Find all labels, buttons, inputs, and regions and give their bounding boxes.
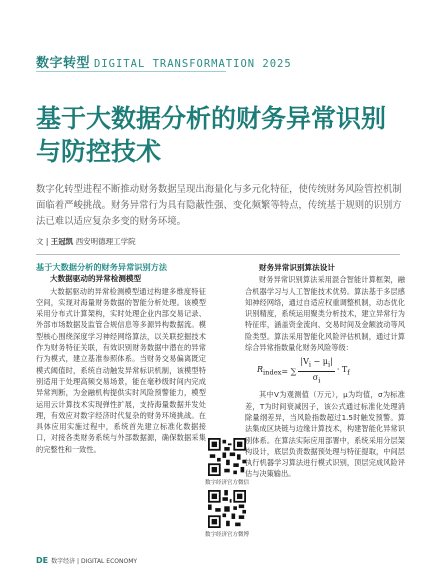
divider xyxy=(36,254,400,255)
formula-lhs-sub: index xyxy=(263,368,282,377)
formula-den-sub: i xyxy=(318,376,321,385)
article-title: 基于大数据分析的财务异常识别与防控技术 xyxy=(36,104,387,166)
right-body-1: 财务异常识别算法采用混合智能计算框架，融合机器学习与人工智能技术优势。算法基于多层感知神经网络，通过自适应权重调整机制，动态优化识别精度，系统运用聚类分析技术，建立异常行为特征库，涵盖资金流向、交易时间及金额波动等风险类型。算法采用智能化风险评估机制，通过计算综合异常指数量化财务风险等级： xyxy=(245,275,405,353)
qr-icon xyxy=(208,490,246,528)
section-label xyxy=(36,52,292,71)
formula-sum: = ∑ xyxy=(281,366,297,376)
formula-lhs: R xyxy=(257,364,264,374)
left-body: 大数据驱动的异常检测模型通过构建多维度特征空间，实现对海量财务数据的智能分析处理。该模型采用分布式计算架构，实时处理企业内部交易记录、外部市场数据及监管合规信息等多源异构数据流。模型核心围绕深度学习神经网络算法，以关联挖掘技术作为财务特征关联，有效识别财务数据中潜在的异常行为模式，建立基准参照体系。当财务交易偏离既定模式阈值时，系统自动触发异常标识机制，该模型特别适用于处理高频交易场景，能在毫秒级时间内完成异常判断，为金融机构提供实时风险预警能力，模型运用云计算技术实现弹性扩展，支持海量数据并发处理，有效应对数字经济时代复杂的财务环境挑战。在具体应用实施过程中，系统首先建立标准化数据接口，对接各类财务系统与外部数据源，确保数据采集的完整性和一致性。 xyxy=(36,286,206,454)
article-abstract: 数字化转型进程不断推动财务数据呈现出海量化与多元化特征，使传统财务风险管控机制面临着严峻挑战。财务异常行为具有隐蔽性强、变化频繁等特点，传统基于规则的识别方法已难以适应复杂多变的财务环境。 xyxy=(36,184,402,227)
formula-tail-sub: f xyxy=(347,368,350,377)
formula-num-sub: i xyxy=(308,360,311,369)
formula-num: |V xyxy=(300,356,309,366)
section-cn: 数字转型 xyxy=(36,56,91,71)
right-body-2: 其中V为观测值（万元），μ为均值，σ为标准差，T为时间衰减因子，该公式通过标准化处理消除量纲差异，当风险指数超过1.5时触发预警。算法集成区块链与边缘计算技术，构建智能化异常识别体系。在算法实际应用部署中，系统采用分层架构设计，底层负责数据预处理与特征提取，中间层执行机器学习算法进行模式识别，顶层完成风险评估与决策输出。 xyxy=(245,390,405,479)
formula-den: σ xyxy=(312,372,319,382)
risk-index-formula xyxy=(257,356,405,385)
page-footer xyxy=(36,556,137,565)
footer-text: 数字经济 | DIGITAL ECONOMY xyxy=(51,558,138,565)
section-heading: 基于大数据分析的财务异常识别方法 xyxy=(36,262,168,272)
author-line xyxy=(36,236,136,247)
qr-code-weibo[interactable] xyxy=(208,490,246,528)
author-name: 王冠凯 xyxy=(50,237,74,246)
header-rule xyxy=(36,71,226,72)
formula-fraction: $\frac{|V_i - \mu_i|}{\sigma_i}$ xyxy=(300,356,333,385)
left-column xyxy=(36,262,206,455)
author-prefix: 文 | xyxy=(36,237,51,246)
subsection-heading: 大数据驱动的异常检测模型 xyxy=(50,274,142,284)
section-en: DIGITAL TRANSFORMATION 2025 xyxy=(94,58,292,70)
formula-num-rest: − μ xyxy=(311,356,328,366)
subsection-heading: 财务异常识别算法设计 xyxy=(259,263,335,272)
footer-logo: DE xyxy=(36,556,49,565)
qr-code-wechat[interactable] xyxy=(208,438,246,476)
qr-caption-weibo: 数字经济官方微博 xyxy=(204,532,249,538)
formula-num-sub2: i xyxy=(328,360,331,369)
formula-tail: · T xyxy=(336,364,348,374)
qr-icon xyxy=(208,438,246,476)
qr-caption-wechat: 数字经济官方微信 xyxy=(204,480,249,486)
author-org: 西安明德理工学院 xyxy=(75,237,136,246)
right-column xyxy=(245,262,405,480)
